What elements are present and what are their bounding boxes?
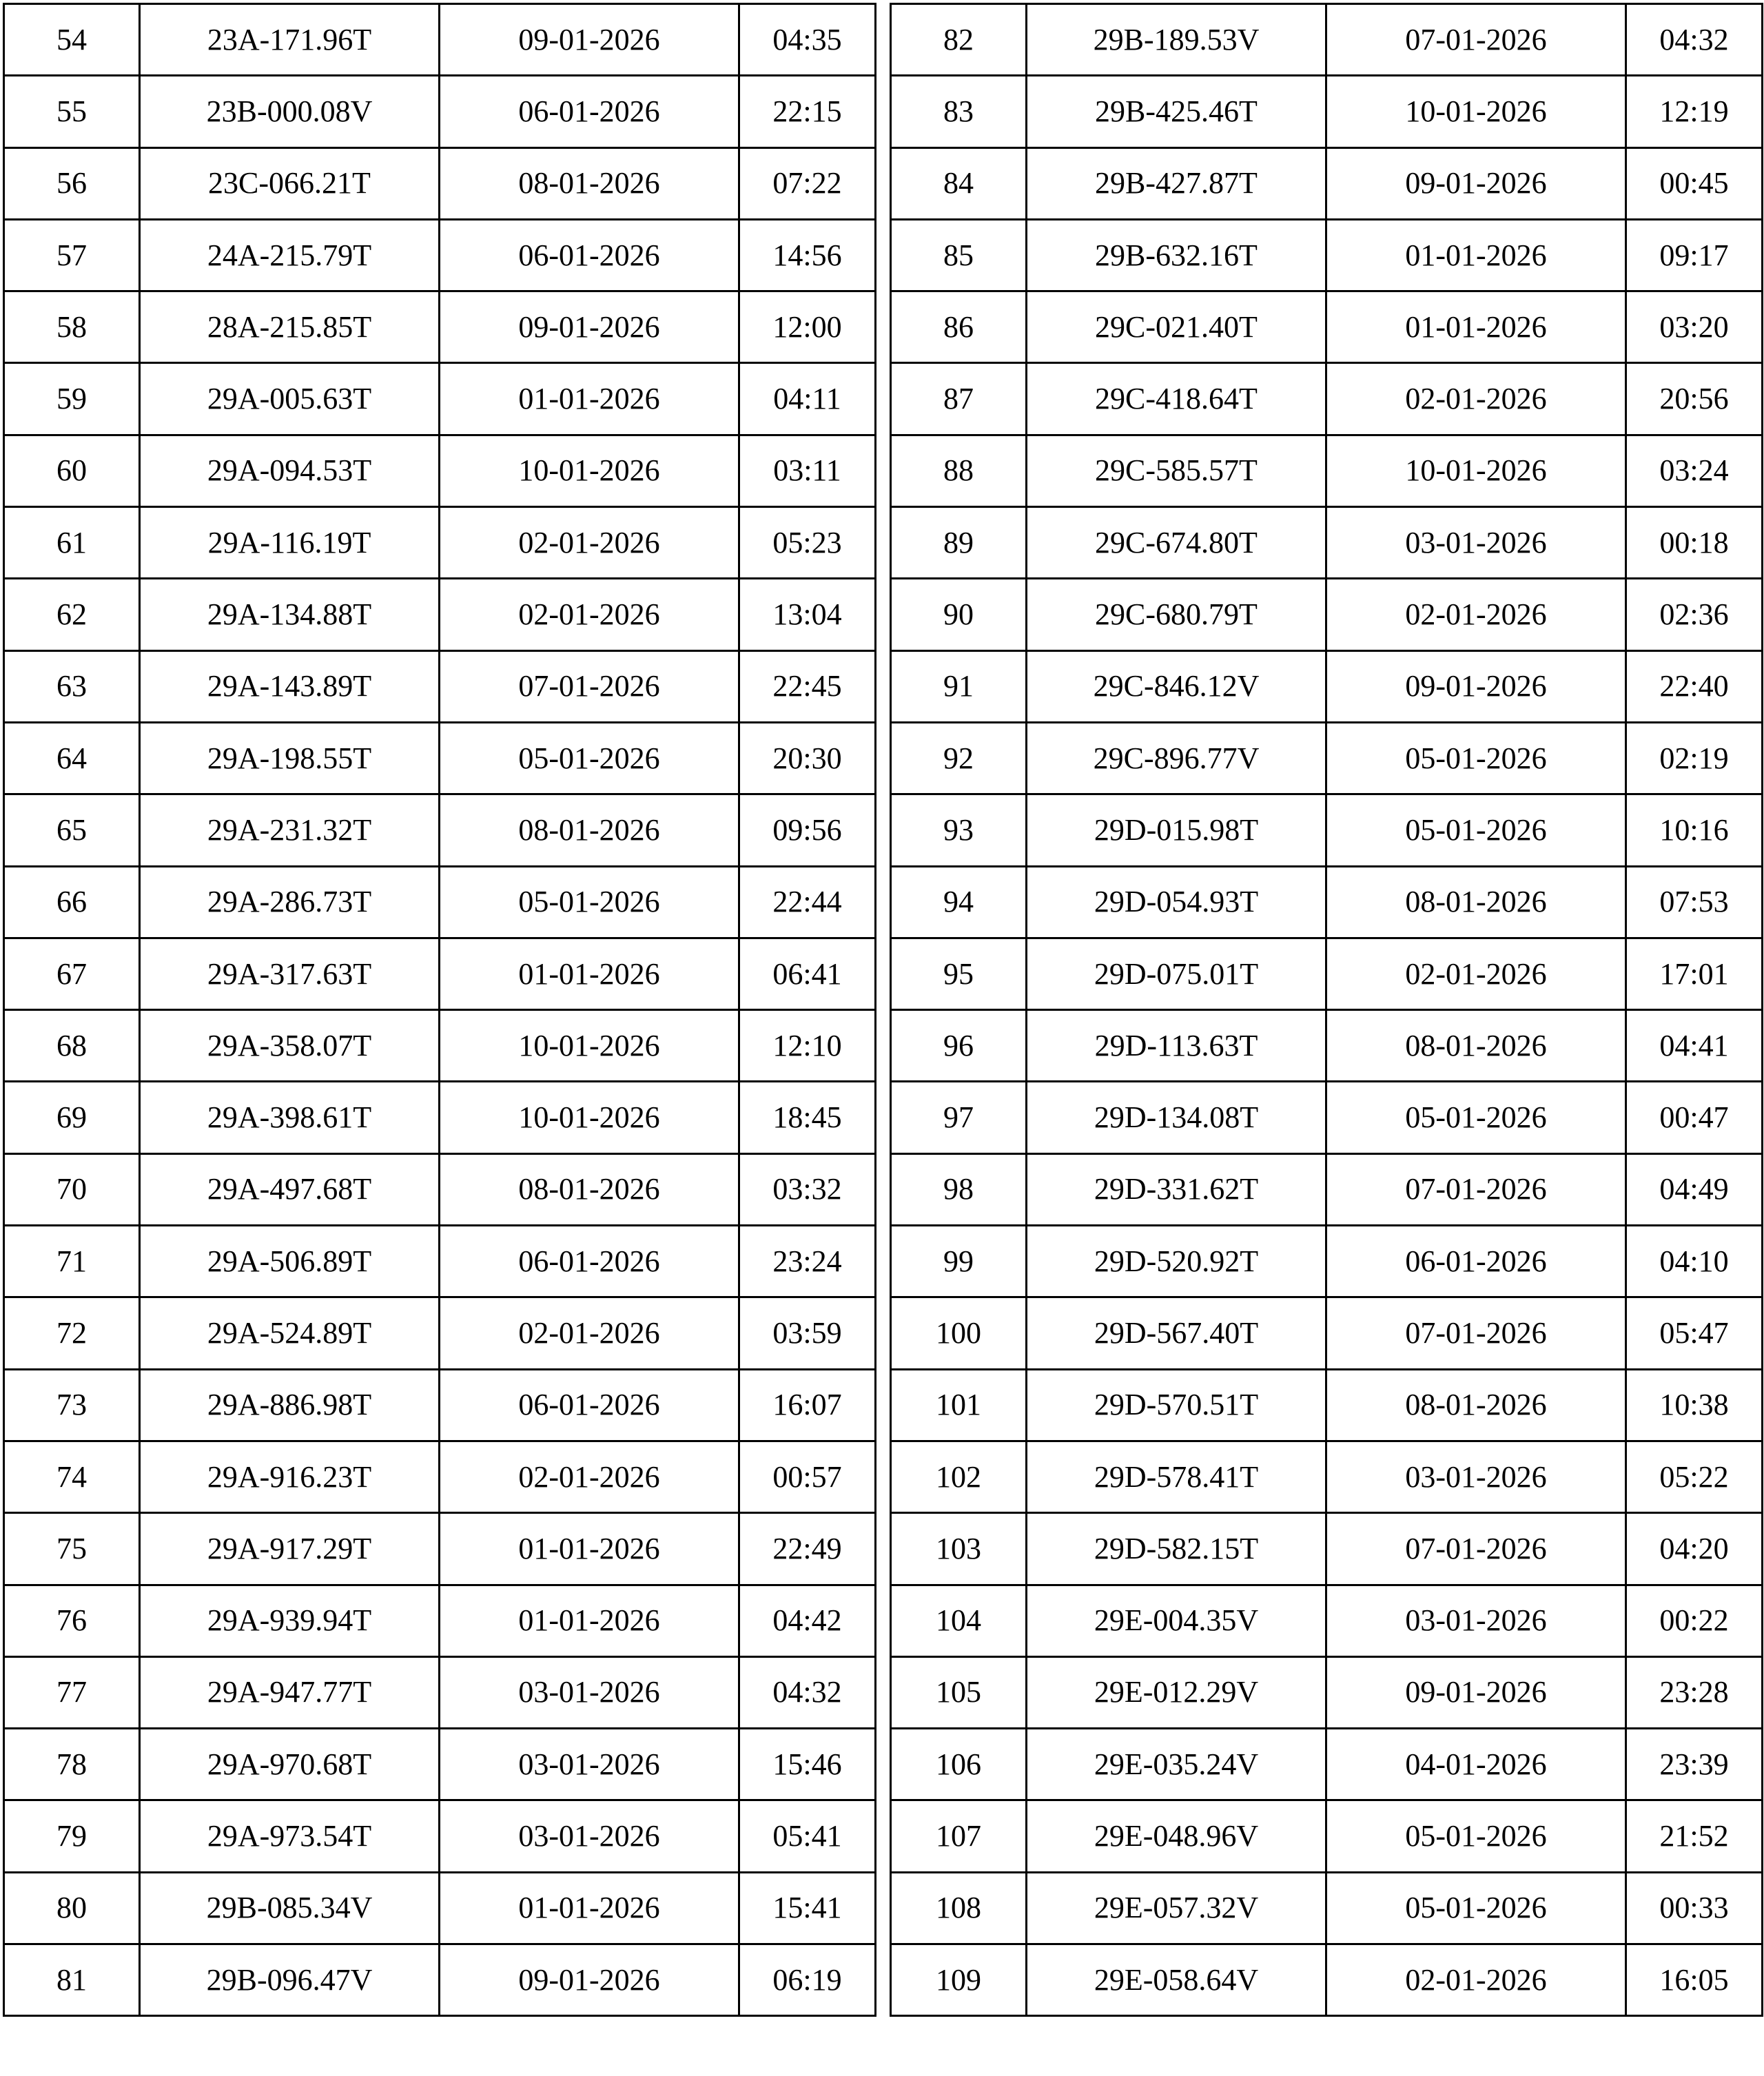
row-number-cell: 63 xyxy=(4,650,140,722)
table-row xyxy=(891,794,1763,866)
row-number-cell: 70 xyxy=(4,1153,140,1225)
table-row xyxy=(4,1729,876,1800)
license-plate-cell: 29D-567.40T xyxy=(1027,1297,1326,1369)
violation-time-cell: 16:05 xyxy=(1626,1944,1763,2016)
violation-date-cell: 05-01-2026 xyxy=(440,722,739,794)
violation-date-cell: 10-01-2026 xyxy=(1326,435,1626,506)
violation-date-cell: 02-01-2026 xyxy=(440,579,739,650)
violation-date-cell: 01-01-2026 xyxy=(440,1513,739,1585)
violation-date-cell: 05-01-2026 xyxy=(440,866,739,938)
violation-date-cell: 01-01-2026 xyxy=(1326,291,1626,363)
violation-date-cell: 02-01-2026 xyxy=(1326,363,1626,435)
table-row xyxy=(891,1441,1763,1512)
license-plate-cell: 29D-578.41T xyxy=(1027,1441,1326,1512)
table-row xyxy=(891,291,1763,363)
table-row xyxy=(891,1800,1763,1872)
table-row xyxy=(891,1082,1763,1153)
row-number-cell: 80 xyxy=(4,1872,140,1944)
violation-time-cell: 22:45 xyxy=(739,650,876,722)
row-number-cell: 102 xyxy=(891,1441,1027,1512)
violation-date-cell: 06-01-2026 xyxy=(440,1369,739,1441)
violation-time-cell: 02:19 xyxy=(1626,722,1763,794)
table-row xyxy=(891,4,1763,76)
table-row xyxy=(891,435,1763,506)
license-plate-cell: 29A-134.88T xyxy=(140,579,440,650)
license-plate-cell: 29E-004.35V xyxy=(1027,1585,1326,1656)
table-row xyxy=(4,363,876,435)
row-number-cell: 90 xyxy=(891,579,1027,650)
license-plate-cell: 29B-096.47V xyxy=(140,1944,440,2016)
violation-date-cell: 08-01-2026 xyxy=(1326,1010,1626,1082)
violation-time-cell: 21:52 xyxy=(1626,1800,1763,1872)
row-number-cell: 72 xyxy=(4,1297,140,1369)
violation-time-cell: 07:53 xyxy=(1626,866,1763,938)
violation-date-cell: 07-01-2026 xyxy=(1326,1153,1626,1225)
violation-time-cell: 12:00 xyxy=(739,291,876,363)
license-plate-cell: 29A-939.94T xyxy=(140,1585,440,1656)
row-number-cell: 85 xyxy=(891,219,1027,291)
violation-date-cell: 07-01-2026 xyxy=(440,650,739,722)
row-number-cell: 94 xyxy=(891,866,1027,938)
violation-time-cell: 04:20 xyxy=(1626,1513,1763,1585)
license-plate-cell: 29A-143.89T xyxy=(140,650,440,722)
table-row xyxy=(4,507,876,579)
violation-time-cell: 09:17 xyxy=(1626,219,1763,291)
row-number-cell: 89 xyxy=(891,507,1027,579)
table-row xyxy=(4,1297,876,1369)
row-number-cell: 95 xyxy=(891,938,1027,1009)
violation-date-cell: 04-01-2026 xyxy=(1326,1729,1626,1800)
license-plate-cell: 29D-015.98T xyxy=(1027,794,1326,866)
violation-date-cell: 03-01-2026 xyxy=(440,1656,739,1728)
violation-time-cell: 04:32 xyxy=(739,1656,876,1728)
table-row xyxy=(4,1010,876,1082)
table-row xyxy=(891,1656,1763,1728)
row-number-cell: 76 xyxy=(4,1585,140,1656)
license-plate-cell: 29D-113.63T xyxy=(1027,1010,1326,1082)
table-row xyxy=(891,650,1763,722)
violation-time-cell: 04:32 xyxy=(1626,4,1763,76)
row-number-cell: 75 xyxy=(4,1513,140,1585)
table-row xyxy=(4,1656,876,1728)
row-number-cell: 99 xyxy=(891,1226,1027,1297)
license-plate-cell: 29E-058.64V xyxy=(1027,1944,1326,2016)
violation-date-cell: 09-01-2026 xyxy=(440,1944,739,2016)
row-number-cell: 84 xyxy=(891,147,1027,219)
violation-date-cell: 09-01-2026 xyxy=(1326,147,1626,219)
violation-date-cell: 03-01-2026 xyxy=(440,1729,739,1800)
table-row xyxy=(891,1585,1763,1656)
table-row xyxy=(4,291,876,363)
violation-date-cell: 09-01-2026 xyxy=(440,4,739,76)
license-plate-cell: 29C-680.79T xyxy=(1027,579,1326,650)
violation-time-cell: 04:49 xyxy=(1626,1153,1763,1225)
table-row xyxy=(4,4,876,76)
license-plate-cell: 29A-524.89T xyxy=(140,1297,440,1369)
violation-time-cell: 12:19 xyxy=(1626,76,1763,147)
violation-time-cell: 00:22 xyxy=(1626,1585,1763,1656)
violation-date-cell: 03-01-2026 xyxy=(1326,1585,1626,1656)
row-number-cell: 101 xyxy=(891,1369,1027,1441)
table-row xyxy=(891,147,1763,219)
license-plate-cell: 29B-632.16T xyxy=(1027,219,1326,291)
license-plate-cell: 29A-916.23T xyxy=(140,1441,440,1512)
license-plate-cell: 29B-427.87T xyxy=(1027,147,1326,219)
violation-date-cell: 07-01-2026 xyxy=(1326,1297,1626,1369)
violation-time-cell: 22:44 xyxy=(739,866,876,938)
table-row xyxy=(4,1513,876,1585)
table-row xyxy=(891,938,1763,1009)
table-row xyxy=(4,1369,876,1441)
left-violation-table xyxy=(3,3,876,2017)
violation-date-cell: 08-01-2026 xyxy=(440,794,739,866)
table-row xyxy=(891,1513,1763,1585)
license-plate-cell: 29D-582.15T xyxy=(1027,1513,1326,1585)
row-number-cell: 71 xyxy=(4,1226,140,1297)
violation-date-cell: 10-01-2026 xyxy=(440,1082,739,1153)
violation-date-cell: 06-01-2026 xyxy=(440,76,739,147)
table-row xyxy=(891,1944,1763,2016)
violation-time-cell: 04:11 xyxy=(739,363,876,435)
table-row xyxy=(891,363,1763,435)
license-plate-cell: 29B-425.46T xyxy=(1027,76,1326,147)
violation-time-cell: 05:22 xyxy=(1626,1441,1763,1512)
violation-time-cell: 00:57 xyxy=(739,1441,876,1512)
violation-date-cell: 08-01-2026 xyxy=(440,147,739,219)
license-plate-cell: 29A-005.63T xyxy=(140,363,440,435)
table-row xyxy=(891,1226,1763,1297)
row-number-cell: 66 xyxy=(4,866,140,938)
table-row xyxy=(4,219,876,291)
row-number-cell: 83 xyxy=(891,76,1027,147)
row-number-cell: 91 xyxy=(891,650,1027,722)
row-number-cell: 108 xyxy=(891,1872,1027,1944)
row-number-cell: 74 xyxy=(4,1441,140,1512)
violation-time-cell: 00:18 xyxy=(1626,507,1763,579)
license-plate-cell: 29A-886.98T xyxy=(140,1369,440,1441)
violation-time-cell: 04:10 xyxy=(1626,1226,1763,1297)
violation-time-cell: 22:40 xyxy=(1626,650,1763,722)
violation-date-cell: 09-01-2026 xyxy=(440,291,739,363)
violation-date-cell: 03-01-2026 xyxy=(440,1800,739,1872)
table-row xyxy=(4,650,876,722)
violation-date-cell: 06-01-2026 xyxy=(1326,1226,1626,1297)
violation-time-cell: 22:49 xyxy=(739,1513,876,1585)
table-row xyxy=(4,1153,876,1225)
violation-time-cell: 13:04 xyxy=(739,579,876,650)
license-plate-cell: 29C-021.40T xyxy=(1027,291,1326,363)
row-number-cell: 69 xyxy=(4,1082,140,1153)
violation-date-cell: 01-01-2026 xyxy=(440,938,739,1009)
license-plate-cell: 29A-231.32T xyxy=(140,794,440,866)
violation-time-cell: 00:33 xyxy=(1626,1872,1763,1944)
table-row xyxy=(4,76,876,147)
violation-time-cell: 16:07 xyxy=(739,1369,876,1441)
table-row xyxy=(891,1297,1763,1369)
license-plate-cell: 29D-075.01T xyxy=(1027,938,1326,1009)
table-row xyxy=(4,938,876,1009)
license-plate-cell: 29C-896.77V xyxy=(1027,722,1326,794)
row-number-cell: 60 xyxy=(4,435,140,506)
violation-time-cell: 17:01 xyxy=(1626,938,1763,1009)
row-number-cell: 88 xyxy=(891,435,1027,506)
violation-time-cell: 22:15 xyxy=(739,76,876,147)
license-plate-cell: 29C-418.64T xyxy=(1027,363,1326,435)
violation-time-cell: 03:32 xyxy=(739,1153,876,1225)
violation-date-cell: 03-01-2026 xyxy=(1326,507,1626,579)
row-number-cell: 54 xyxy=(4,4,140,76)
violation-time-cell: 09:56 xyxy=(739,794,876,866)
violation-date-cell: 02-01-2026 xyxy=(1326,1944,1626,2016)
right-table-body xyxy=(891,4,1763,2016)
license-plate-cell: 29A-506.89T xyxy=(140,1226,440,1297)
violation-date-cell: 09-01-2026 xyxy=(1326,1656,1626,1728)
row-number-cell: 87 xyxy=(891,363,1027,435)
violation-date-cell: 03-01-2026 xyxy=(1326,1441,1626,1512)
violation-time-cell: 02:36 xyxy=(1626,579,1763,650)
table-row xyxy=(891,1153,1763,1225)
violation-date-cell: 02-01-2026 xyxy=(440,507,739,579)
violation-time-cell: 23:24 xyxy=(739,1226,876,1297)
violation-date-cell: 08-01-2026 xyxy=(1326,866,1626,938)
table-row xyxy=(4,435,876,506)
table-row xyxy=(4,1441,876,1512)
violation-time-cell: 23:28 xyxy=(1626,1656,1763,1728)
row-number-cell: 62 xyxy=(4,579,140,650)
table-row xyxy=(4,1944,876,2016)
violation-time-cell: 00:45 xyxy=(1626,147,1763,219)
table-row xyxy=(4,147,876,219)
row-number-cell: 81 xyxy=(4,1944,140,2016)
left-table-body xyxy=(4,4,876,2016)
row-number-cell: 55 xyxy=(4,76,140,147)
row-number-cell: 58 xyxy=(4,291,140,363)
table-row xyxy=(891,722,1763,794)
row-number-cell: 82 xyxy=(891,4,1027,76)
violation-date-cell: 01-01-2026 xyxy=(440,363,739,435)
license-plate-cell: 24A-215.79T xyxy=(140,219,440,291)
violation-time-cell: 10:16 xyxy=(1626,794,1763,866)
license-plate-cell: 29E-035.24V xyxy=(1027,1729,1326,1800)
violation-date-cell: 05-01-2026 xyxy=(1326,794,1626,866)
table-row xyxy=(891,1729,1763,1800)
table-row xyxy=(4,1872,876,1944)
violation-time-cell: 15:41 xyxy=(739,1872,876,1944)
license-plate-cell: 28A-215.85T xyxy=(140,291,440,363)
violation-time-cell: 06:19 xyxy=(739,1944,876,2016)
violation-date-cell: 01-01-2026 xyxy=(440,1872,739,1944)
license-plate-cell: 29D-570.51T xyxy=(1027,1369,1326,1441)
license-plate-cell: 29A-398.61T xyxy=(140,1082,440,1153)
row-number-cell: 100 xyxy=(891,1297,1027,1369)
row-number-cell: 68 xyxy=(4,1010,140,1082)
license-plate-cell: 29D-331.62T xyxy=(1027,1153,1326,1225)
license-plate-cell: 23B-000.08V xyxy=(140,76,440,147)
table-row xyxy=(891,579,1763,650)
table-row xyxy=(4,1082,876,1153)
license-plate-cell: 29C-585.57T xyxy=(1027,435,1326,506)
violation-time-cell: 05:41 xyxy=(739,1800,876,1872)
license-plate-cell: 29A-917.29T xyxy=(140,1513,440,1585)
row-number-cell: 106 xyxy=(891,1729,1027,1800)
violation-date-cell: 08-01-2026 xyxy=(1326,1369,1626,1441)
row-number-cell: 56 xyxy=(4,147,140,219)
violation-date-cell: 08-01-2026 xyxy=(440,1153,739,1225)
violation-time-cell: 04:35 xyxy=(739,4,876,76)
license-plate-cell: 29D-134.08T xyxy=(1027,1082,1326,1153)
license-plate-cell: 29C-846.12V xyxy=(1027,650,1326,722)
license-plate-cell: 29E-012.29V xyxy=(1027,1656,1326,1728)
license-plate-cell: 29D-054.93T xyxy=(1027,866,1326,938)
license-plate-cell: 29A-286.73T xyxy=(140,866,440,938)
table-row xyxy=(891,1010,1763,1082)
license-plate-cell: 29A-317.63T xyxy=(140,938,440,1009)
violation-time-cell: 07:22 xyxy=(739,147,876,219)
violation-date-cell: 05-01-2026 xyxy=(1326,722,1626,794)
violation-date-cell: 02-01-2026 xyxy=(440,1441,739,1512)
table-row xyxy=(4,1585,876,1656)
license-plate-cell: 29A-198.55T xyxy=(140,722,440,794)
violation-time-cell: 18:45 xyxy=(739,1082,876,1153)
violation-time-cell: 14:56 xyxy=(739,219,876,291)
license-plate-cell: 29E-048.96V xyxy=(1027,1800,1326,1872)
license-plate-cell: 29D-520.92T xyxy=(1027,1226,1326,1297)
row-number-cell: 59 xyxy=(4,363,140,435)
row-number-cell: 79 xyxy=(4,1800,140,1872)
row-number-cell: 109 xyxy=(891,1944,1027,2016)
table-row xyxy=(4,794,876,866)
row-number-cell: 65 xyxy=(4,794,140,866)
violation-date-cell: 05-01-2026 xyxy=(1326,1082,1626,1153)
violation-date-cell: 06-01-2026 xyxy=(440,1226,739,1297)
violation-date-cell: 06-01-2026 xyxy=(440,219,739,291)
row-number-cell: 104 xyxy=(891,1585,1027,1656)
violation-date-cell: 02-01-2026 xyxy=(1326,579,1626,650)
row-number-cell: 96 xyxy=(891,1010,1027,1082)
license-plate-cell: 29A-094.53T xyxy=(140,435,440,506)
table-row xyxy=(4,579,876,650)
row-number-cell: 107 xyxy=(891,1800,1027,1872)
violation-time-cell: 12:10 xyxy=(739,1010,876,1082)
row-number-cell: 93 xyxy=(891,794,1027,866)
table-row xyxy=(4,1226,876,1297)
violation-date-cell: 09-01-2026 xyxy=(1326,650,1626,722)
row-number-cell: 98 xyxy=(891,1153,1027,1225)
table-row xyxy=(891,1369,1763,1441)
violation-date-cell: 02-01-2026 xyxy=(440,1297,739,1369)
violation-time-cell: 20:56 xyxy=(1626,363,1763,435)
row-number-cell: 73 xyxy=(4,1369,140,1441)
violation-date-cell: 05-01-2026 xyxy=(1326,1800,1626,1872)
row-number-cell: 103 xyxy=(891,1513,1027,1585)
row-number-cell: 97 xyxy=(891,1082,1027,1153)
row-number-cell: 77 xyxy=(4,1656,140,1728)
violation-time-cell: 00:47 xyxy=(1626,1082,1763,1153)
violation-time-cell: 10:38 xyxy=(1626,1369,1763,1441)
violation-time-cell: 05:47 xyxy=(1626,1297,1763,1369)
table-row xyxy=(4,866,876,938)
violation-date-cell: 07-01-2026 xyxy=(1326,1513,1626,1585)
violation-time-cell: 04:42 xyxy=(739,1585,876,1656)
table-row xyxy=(891,1872,1763,1944)
row-number-cell: 86 xyxy=(891,291,1027,363)
violation-time-cell: 05:23 xyxy=(739,507,876,579)
license-plate-cell: 23C-066.21T xyxy=(140,147,440,219)
violation-time-cell: 20:30 xyxy=(739,722,876,794)
row-number-cell: 78 xyxy=(4,1729,140,1800)
table-row xyxy=(891,76,1763,147)
row-number-cell: 92 xyxy=(891,722,1027,794)
row-number-cell: 105 xyxy=(891,1656,1027,1728)
license-plate-cell: 23A-171.96T xyxy=(140,4,440,76)
violation-time-cell: 03:11 xyxy=(739,435,876,506)
violation-date-cell: 01-01-2026 xyxy=(1326,219,1626,291)
violation-date-cell: 07-01-2026 xyxy=(1326,4,1626,76)
violation-date-cell: 10-01-2026 xyxy=(440,1010,739,1082)
row-number-cell: 57 xyxy=(4,219,140,291)
table-row xyxy=(891,866,1763,938)
violation-time-cell: 15:46 xyxy=(739,1729,876,1800)
license-plate-cell: 29A-358.07T xyxy=(140,1010,440,1082)
license-plate-cell: 29A-497.68T xyxy=(140,1153,440,1225)
violation-time-cell: 06:41 xyxy=(739,938,876,1009)
row-number-cell: 67 xyxy=(4,938,140,1009)
violation-date-cell: 10-01-2026 xyxy=(440,435,739,506)
right-violation-table xyxy=(890,3,1763,2017)
violation-date-cell: 05-01-2026 xyxy=(1326,1872,1626,1944)
table-row xyxy=(891,219,1763,291)
license-plate-cell: 29A-973.54T xyxy=(140,1800,440,1872)
table-row xyxy=(4,1800,876,1872)
row-number-cell: 61 xyxy=(4,507,140,579)
violation-time-cell: 03:24 xyxy=(1626,435,1763,506)
license-plate-cell: 29B-085.34V xyxy=(140,1872,440,1944)
violation-date-cell: 10-01-2026 xyxy=(1326,76,1626,147)
violation-date-cell: 01-01-2026 xyxy=(440,1585,739,1656)
license-plate-cell: 29E-057.32V xyxy=(1027,1872,1326,1944)
violation-time-cell: 04:41 xyxy=(1626,1010,1763,1082)
row-number-cell: 64 xyxy=(4,722,140,794)
license-plate-cell: 29B-189.53V xyxy=(1027,4,1326,76)
violation-time-cell: 23:39 xyxy=(1626,1729,1763,1800)
violation-time-cell: 03:20 xyxy=(1626,291,1763,363)
license-plate-cell: 29A-970.68T xyxy=(140,1729,440,1800)
violation-date-cell: 02-01-2026 xyxy=(1326,938,1626,1009)
violation-time-cell: 03:59 xyxy=(739,1297,876,1369)
license-plate-cell: 29C-674.80T xyxy=(1027,507,1326,579)
license-plate-cell: 29A-116.19T xyxy=(140,507,440,579)
table-row xyxy=(891,507,1763,579)
license-plate-cell: 29A-947.77T xyxy=(140,1656,440,1728)
table-row xyxy=(4,722,876,794)
